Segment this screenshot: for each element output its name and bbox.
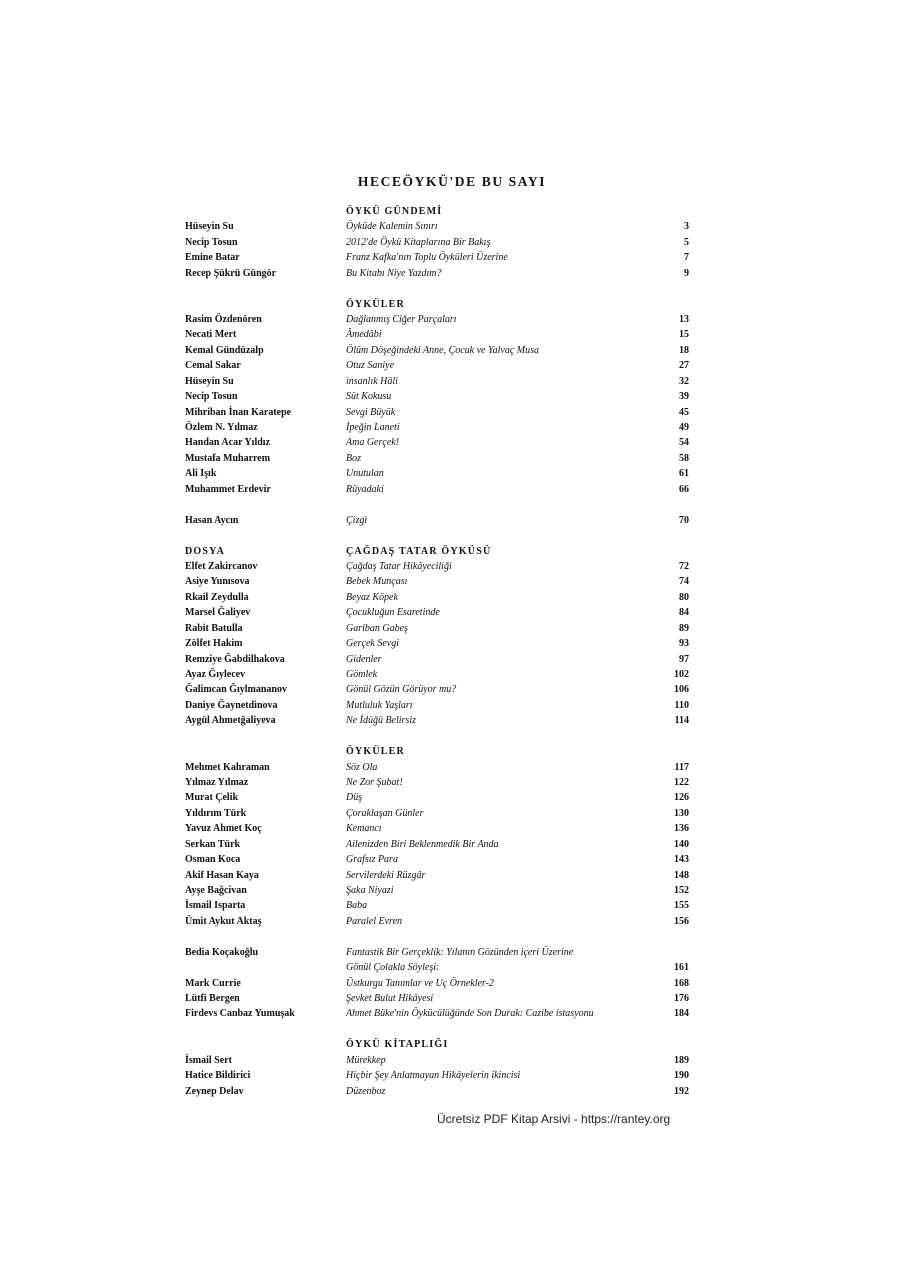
entry-title: Şevket Bulut Hikâyesi [346,992,434,1004]
entry-title: Ailenizden Biri Beklenmedik Bir Anda [346,838,499,850]
entry-page-number: 192 [674,1085,689,1097]
entry-page-number: 9 [684,267,689,279]
entry-author: Zeynep Delav [185,1085,244,1097]
toc-entry [0,667,900,682]
entry-title: Gönül Çolakla Söyleşi: [346,962,440,974]
toc-entry [0,1084,900,1099]
toc-entry [0,837,900,852]
entry-page-number: 122 [674,776,689,788]
entry-author: Osman Koca [185,854,241,866]
entry-page-number: 190 [674,1070,689,1082]
entry-title: Bebek Munçası [346,576,408,588]
entry-author: Kemal Gündüzalp [185,344,264,356]
toc-entry [0,482,900,497]
entry-title: Ölüm Döşeğindeki Anne, Çocuk ve Yalvaç Musa [346,344,540,356]
entry-title: Boz [346,452,361,464]
toc-entry [0,868,900,883]
toc-entry [0,806,900,821]
toc-entry [0,652,900,667]
toc-entry [0,914,900,929]
entry-author: Lütfi Bergen [185,992,240,1004]
entry-author: Emine Batar [185,252,240,264]
footer-text: Ücretsiz PDF Kitap Arsivi - https://rantey.org [437,1112,671,1126]
entry-title: Unutulan [346,468,384,480]
entry-author: Handan Acar Yıldız [185,437,271,449]
entry-page-number: 106 [674,684,689,696]
toc-entry [0,621,900,636]
entry-author: Ayaz Ğıylecev [185,668,246,680]
entry-author: Mehmet Kahraman [185,761,270,773]
entry-title: Düş [346,792,363,804]
entry-page-number: 140 [674,838,689,850]
entry-author: Ali Işık [185,468,217,480]
toc-entry [0,1068,900,1083]
entry-title: İpeğin Laneti [346,422,400,433]
toc-entry [0,976,900,991]
toc-entry [0,636,900,651]
entry-author: Bedia Koçakoğlu [185,946,259,958]
section-heading: ÖYKÜLER [346,298,405,310]
toc-entry [0,883,900,898]
entry-title: Ne İdüğü Belirsiz [346,715,416,727]
entry-page-number: 143 [674,854,689,866]
entry-author: İsmail Isparta [185,900,246,912]
entry-title: Çağdaş Tatar Hikâyeciliği [346,560,452,572]
toc-entry [0,945,900,960]
entry-title: Baba [346,900,368,912]
entry-title: Ne Zor Şubat! [346,776,403,788]
entry-author: Necati Mert [185,329,237,341]
entry-author: Mihriban İnan Karatepe [185,406,292,418]
entry-title: Gömlek [346,668,378,680]
entry-author: Mark Currie [185,977,241,989]
toc-entry [0,574,900,589]
entry-title: Üstkurgu Tanımlar ve Uç Örnekler-2 [346,977,494,989]
entry-page-number: 61 [679,468,689,480]
entry-author: Hasan Aycın [185,514,239,526]
toc-entry [0,898,900,913]
entry-title: Şaka Niyazi [346,884,394,896]
toc-entry [0,312,900,327]
toc-entry [0,405,900,420]
entry-page-number: 84 [679,607,689,619]
toc-entry [0,327,900,342]
entry-page-number: 176 [674,992,689,1004]
entry-page-number: 27 [679,360,689,372]
entry-author: İsmail Sert [185,1054,232,1066]
entry-page-number: 72 [679,560,689,572]
entry-title: Çoraklaşan Günler [346,807,424,819]
entry-page-number: 45 [679,406,689,418]
toc-entry [0,960,900,975]
entry-author: Serkan Türk [185,838,241,850]
entry-page-number: 189 [674,1054,689,1066]
toc-entry [0,374,900,389]
entry-title: Sevgi Büyük [346,406,396,418]
entry-title: Çizgi [346,514,368,526]
entry-title: Grafsız Para [346,854,398,866]
entry-author: Hüseyin Su [185,375,234,387]
entry-page-number: 93 [679,638,689,649]
entry-title: Ama Gerçek! [346,437,400,449]
toc-entry [0,991,900,1006]
entry-page-number: 18 [679,344,689,356]
entry-author: Elfet Zakircanov [185,560,258,572]
entry-title: Dağlanmış Ciğer Parçaları [346,314,457,325]
section-heading-row [0,744,900,759]
entry-page-number: 5 [684,236,689,248]
section-heading-row [0,297,900,312]
entry-author: Necip Tosun [185,391,238,403]
toc-entry [0,1006,900,1021]
toc-entry [0,466,900,481]
entry-author: Ğalimcan Ğıylmananov [185,684,287,696]
entry-author: Rkail Zeydulla [185,591,249,603]
entry-title: Gerçek Sevgi [346,638,400,649]
toc-entry [0,435,900,450]
toc-entry [0,852,900,867]
entry-page-number: 7 [684,252,689,264]
entry-title: Servilerdeki Rüzgâr [346,869,426,881]
entry-author: Özlem N. Yılmaz [185,422,258,433]
toc-entry [0,713,900,728]
toc-entry [0,698,900,713]
entry-page-number: 184 [674,1008,689,1020]
toc-entry [0,358,900,373]
entry-page-number: 114 [674,715,689,727]
entry-page-number: 70 [679,514,689,526]
toc-entry [0,250,900,265]
entry-author: Rasim Özdenören [185,314,262,325]
toc-entry [0,389,900,404]
entry-author: Akif Hasan Kaya [185,869,259,881]
entry-author: Yılmaz Yılmaz [185,776,249,788]
entry-page-number: 161 [674,962,689,974]
entry-page-number: 126 [674,792,689,804]
entry-page-number: 155 [674,900,689,912]
entry-page-number: 54 [679,437,689,449]
entry-author: Ümit Aykut Aktaş [185,915,262,927]
entry-page-number: 168 [674,977,689,989]
toc-entry [0,760,900,775]
entry-page-number: 148 [674,869,689,881]
entry-page-number: 74 [679,576,689,588]
entry-page-number: 15 [679,329,689,341]
entry-author: Asiye Yunısova [185,576,250,588]
toc-entry [0,605,900,620]
toc-entry [0,790,900,805]
entry-author: Necip Tosun [185,236,238,248]
section-label: DOSYA [185,545,226,557]
entry-page-number: 32 [679,375,689,387]
entry-author: Yavuz Ahmet Koç [185,823,262,835]
entry-title: Beyaz Köpek [346,591,398,603]
entry-page-number: 156 [674,915,689,927]
entry-page-number: 102 [674,668,689,680]
entry-author: Daniye Ğaynetdinova [185,699,278,711]
entry-author: Remziye Ğabdilhakova [185,653,285,665]
entry-page-number: 80 [679,591,689,603]
toc-entry [0,559,900,574]
entry-page-number: 66 [679,483,689,495]
entry-page-number: 58 [679,452,689,464]
entry-title: Hiçbir Şey Anlatmayan Hikâyelerin ikincisi [346,1070,521,1082]
entry-page-number: 49 [679,422,689,433]
section-heading: ÖYKÜ KİTAPLIĞI [346,1039,449,1051]
entry-page-number: 152 [674,884,689,896]
entry-title: Gönül Gözün Görüyor mu? [346,684,457,696]
entry-title: Gariban Gabeş [346,622,408,634]
entry-page-number: 130 [674,807,689,819]
entry-title: Düzenboz [346,1085,386,1097]
entry-page-number: 39 [679,391,689,403]
entry-author: Hüseyin Su [185,221,234,233]
entry-title: Paralel Evren [346,915,403,927]
entry-title: Franz Kafka'nın Toplu Öyküleri Üzerine [346,252,508,264]
entry-author: Zölfet Hakim [185,638,243,649]
entry-author: Ayşe Bağcivan [185,884,247,896]
entry-page-number: 89 [679,622,689,634]
entry-page-number: 110 [674,699,689,711]
entry-author: Firdevs Canbaz Yumuşak [185,1008,295,1020]
entry-title: Mürekkep [346,1054,386,1066]
toc-entry [0,343,900,358]
toc-entry [0,266,900,281]
entry-author: Recep Şükrü Güngör [185,267,277,279]
entry-title: Âmedâbi [346,329,382,341]
entry-author: Murat Çelik [185,792,239,804]
toc-entry [0,775,900,790]
page-title: HECEÖYKÜ'DE BU SAYI [357,174,547,189]
section-heading-row [0,204,900,219]
entry-title: Fantastik Bir Gerçeklik: Yılanın Gözünden içeri Üzerine [346,946,574,958]
section-heading: ÖYKÜLER [346,746,405,757]
entry-author: Rabit Batulla [185,622,243,634]
entry-page-number: 3 [684,221,689,233]
entry-page-number: 136 [674,823,689,835]
entry-title: 2012'de Öykü Kitaplarına Bir Bakış [346,236,491,248]
toc-entry [0,420,900,435]
toc-entry [0,590,900,605]
entry-title: insanlık Hâli [346,375,398,387]
section-heading-row [0,1037,900,1052]
entry-title: Bu Kitabı Niye Yazdım? [346,267,442,279]
toc-entry [0,219,900,234]
entry-page-number: 13 [679,314,689,325]
entry-author: Hatice Bildirici [185,1070,251,1082]
entry-author: Yıldırım Türk [185,807,247,819]
section-heading: ÖYKÜ GÜNDEMİ [346,206,443,217]
entry-page-number: 117 [674,761,689,773]
toc-entry [0,1053,900,1068]
entry-title: Mutluluk Yaşları [346,699,413,711]
entry-title: Ahmet Büke'nin Öykücülüğünde Son Durak: Cazibe istasyonu [346,1008,594,1020]
entry-title: Gidenler [346,653,382,665]
entry-page-number: 97 [679,653,689,665]
entry-author: Mustafa Muharrem [185,452,271,464]
toc-entry [0,682,900,697]
section-heading: ÇAĞDAŞ TATAR ÖYKÜSÜ [346,545,492,557]
section-heading-row [0,544,900,559]
toc-entry [0,513,900,528]
toc-entry [0,451,900,466]
entry-title: Çocukluğun Esaretinde [346,607,440,619]
entry-author: Aygül Ahmetğaliyeva [185,715,276,727]
entry-author: Marsel Ğaliyev [185,607,251,619]
entry-title: Süt Kokusu [346,391,392,403]
entry-title: Otuz Saniye [346,360,395,372]
toc-entry [0,821,900,836]
entry-title: Söz Ola [346,761,378,773]
entry-title: Öyküde Kalemin Sınırı [346,221,438,233]
entry-title: Rüyadaki [346,483,384,495]
entry-author: Cemal Sakar [185,360,241,372]
toc-entry [0,235,900,250]
entry-title: Kemancı [346,823,382,835]
entry-author: Muhammet Erdevir [185,483,271,495]
